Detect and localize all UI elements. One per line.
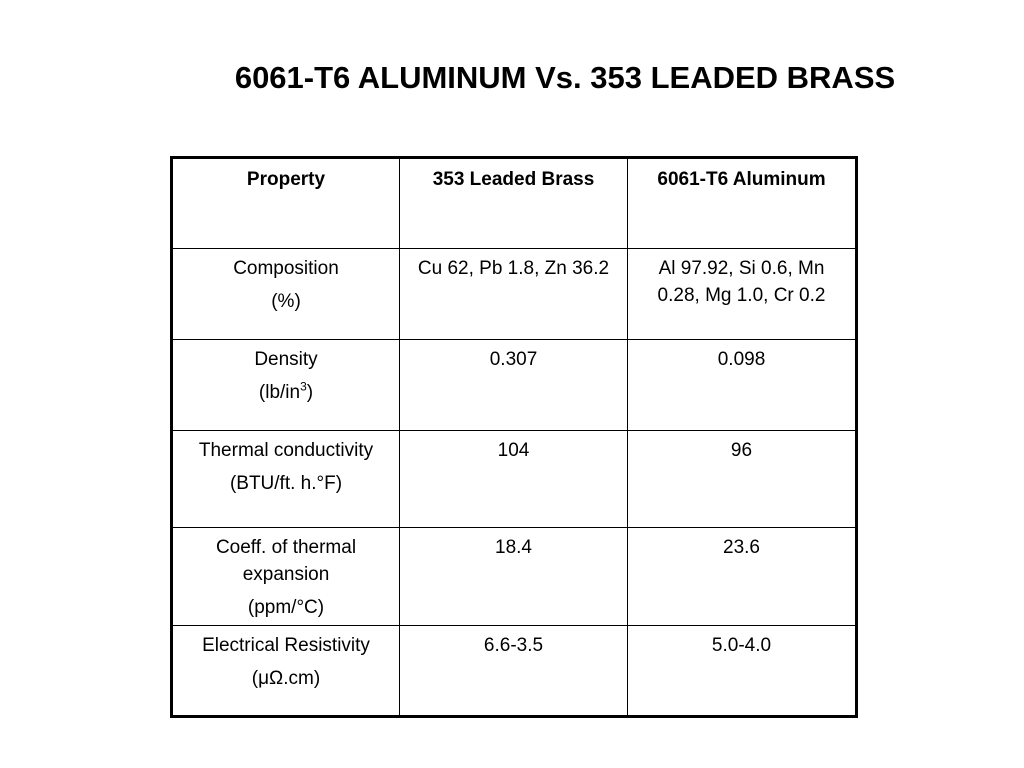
- property-unit: (ppm/°C): [247, 597, 325, 618]
- aluminum-value: 0.098: [628, 340, 857, 431]
- property-cell: [172, 626, 400, 717]
- brass-value: 6.6-3.5: [400, 626, 628, 717]
- table-row: [172, 626, 857, 717]
- property-cell: [172, 528, 400, 626]
- table-header-row: [172, 158, 857, 249]
- property-cell: [172, 340, 400, 431]
- header-aluminum: 6061-T6 Aluminum: [628, 158, 857, 249]
- table-row: [172, 431, 857, 528]
- unit-exponent: 3: [300, 379, 307, 394]
- property-name: Density: [254, 349, 318, 370]
- table-row: [172, 249, 857, 340]
- table-row: [172, 340, 857, 431]
- property-name: Thermal conductivity: [198, 440, 374, 461]
- brass-value: Cu 62, Pb 1.8, Zn 36.2: [400, 249, 628, 340]
- property-name: Composition: [233, 258, 339, 279]
- header-property: Property: [172, 158, 400, 249]
- brass-value: 104: [400, 431, 628, 528]
- aluminum-value: 5.0-4.0: [628, 626, 857, 717]
- property-cell: [172, 431, 400, 528]
- property-unit: (μΩ.cm): [251, 668, 321, 689]
- property-cell: [172, 249, 400, 340]
- aluminum-value: 96: [628, 431, 857, 528]
- comparison-table: [170, 156, 858, 718]
- property-name: Coeff. of thermal expansion: [215, 537, 357, 585]
- property-unit: (%): [271, 291, 301, 312]
- aluminum-value: 23.6: [628, 528, 857, 626]
- brass-value: 0.307: [400, 340, 628, 431]
- aluminum-value: Al 97.92, Si 0.6, Mn 0.28, Mg 1.0, Cr 0.2: [628, 249, 857, 340]
- unit-base: (lb/in: [258, 382, 301, 403]
- property-unit: [181, 379, 391, 406]
- brass-value: 18.4: [400, 528, 628, 626]
- page-title: 6061-T6 ALUMINUM Vs. 353 LEADED BRASS: [234, 60, 896, 95]
- unit-close: ): [306, 382, 314, 403]
- header-brass: 353 Leaded Brass: [400, 158, 628, 249]
- property-unit: (BTU/ft. h.°F): [229, 473, 343, 494]
- table-row: [172, 528, 857, 626]
- property-name: Electrical Resistivity: [202, 635, 370, 656]
